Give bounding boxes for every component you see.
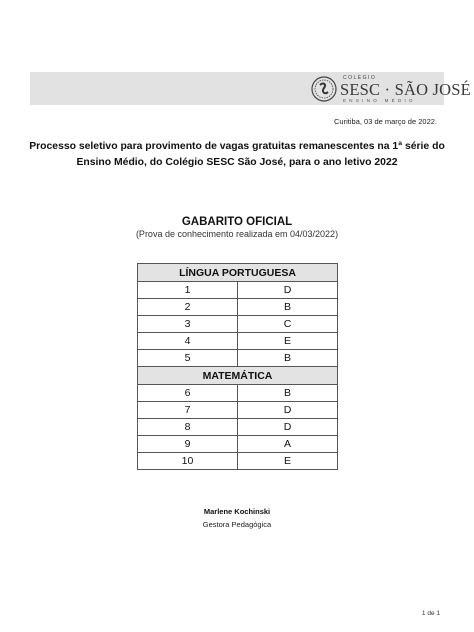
question-number: 1 [138, 282, 238, 299]
logo-small-text: COLÉGIO [343, 75, 377, 81]
answer-letter: D [238, 402, 338, 419]
table-row [138, 350, 338, 367]
logo-main-text: SESC · SÃO JOSÉ [340, 80, 471, 99]
header-band [30, 72, 471, 105]
section-header: MATEMÁTICA [138, 367, 338, 385]
date-line: Curitiba, 03 de março de 2022. [334, 117, 437, 126]
section-header: LÍNGUA PORTUGUESA [138, 264, 338, 282]
answer-letter: B [238, 385, 338, 402]
question-number: 7 [138, 402, 238, 419]
question-number: 10 [138, 453, 238, 470]
table-row [138, 385, 338, 402]
question-number: 2 [138, 299, 238, 316]
sesc-seal-icon [311, 76, 337, 102]
question-number: 5 [138, 350, 238, 367]
signer-role: Gestora Pedagógica [202, 520, 272, 529]
table-row [138, 333, 338, 350]
table-row [138, 419, 338, 436]
answer-letter: D [238, 419, 338, 436]
answer-letter: B [238, 350, 338, 367]
answer-letter: E [238, 333, 338, 350]
signer-name: Marlene Kochinski [203, 507, 271, 516]
answer-letter: A [238, 436, 338, 453]
page-number: 1 de 1 [421, 610, 440, 617]
section-header-row [138, 264, 338, 282]
answer-letter: C [238, 316, 338, 333]
table-row [138, 402, 338, 419]
section-header-row [138, 367, 338, 385]
school-logo [311, 74, 471, 104]
table-row [138, 436, 338, 453]
question-number: 6 [138, 385, 238, 402]
answer-letter: D [238, 282, 338, 299]
logo-sub-text: ENSINO MÉDIO [343, 98, 416, 103]
process-title: Processo seletivo para provimento de vagas gratuitas remanescentes na 1ª série do Ensino Médio, do Colégio SESC São José, para o ano letivo 2022 [29, 141, 445, 168]
question-number: 8 [138, 419, 238, 436]
gabarito-subtitle: (Prova de conhecimento realizada em 04/03/2022) [135, 229, 339, 239]
gabarito-title: GABARITO OFICIAL [181, 216, 293, 228]
table-row [138, 282, 338, 299]
answer-letter: B [238, 299, 338, 316]
answer-key-table [137, 263, 338, 470]
question-number: 4 [138, 333, 238, 350]
table-row [138, 453, 338, 470]
table-row [138, 299, 338, 316]
answer-letter: E [238, 453, 338, 470]
question-number: 9 [138, 436, 238, 453]
question-number: 3 [138, 316, 238, 333]
table-row [138, 316, 338, 333]
